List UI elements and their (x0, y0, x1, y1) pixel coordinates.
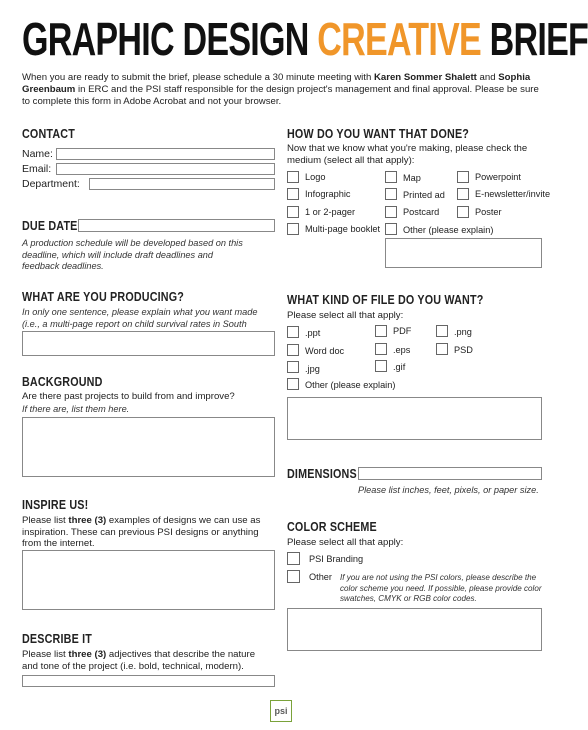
dimensions-note: Please list inches, feet, pixels, or paper size. (358, 485, 539, 495)
file-kind-heading: WHAT KIND OF FILE DO YOU WANT? (287, 293, 484, 307)
color-scheme-heading: COLOR SCHEME (287, 520, 377, 534)
option-map: Map (403, 173, 421, 183)
dimensions-heading: DIMENSIONS (287, 467, 357, 481)
background-question: Are there past projects to build from and improve? (22, 391, 235, 402)
checkbox-e-newsletter[interactable] (457, 188, 469, 200)
option-poster: Poster (475, 207, 502, 217)
psi-logo: psi (270, 700, 292, 722)
color-scheme-note: Please select all that apply: (287, 537, 404, 548)
background-note: If there are, list them here. (22, 404, 130, 414)
due-date-note: A production schedule will be developed based on this deadline, which will include draft deadlines and feedback deadlines. (22, 238, 243, 271)
name-field[interactable] (56, 148, 275, 160)
option-pdf: PDF (393, 326, 412, 336)
checkbox-word-doc[interactable] (287, 344, 299, 356)
color-scheme-field[interactable] (287, 608, 542, 651)
title-accent: CREATIVE (317, 13, 481, 65)
option-multipage-booklet: Multi-page booklet (305, 224, 381, 234)
due-date-heading: DUE DATE (22, 219, 78, 233)
option-other-file: Other (please explain) (305, 380, 396, 390)
producing-heading: WHAT ARE YOU PRODUCING? (22, 290, 185, 304)
option-png: .png (454, 327, 472, 337)
producing-field[interactable] (22, 331, 275, 356)
other-file-field[interactable] (287, 397, 542, 440)
checkbox-ppt[interactable] (287, 326, 299, 338)
checkbox-powerpoint[interactable] (457, 171, 469, 183)
contact-heading: CONTACT (22, 127, 75, 141)
option-word-doc: Word doc (305, 346, 345, 356)
checkbox-other-medium[interactable] (385, 223, 397, 235)
checkbox-eps[interactable] (375, 343, 387, 355)
producing-note: In only one sentence, please explain what you want made (i.e., a multi-page report on child survival rates in South (22, 307, 258, 329)
intro-text: When you are ready to submit the brief, please schedule a 30 minute meeting with Karen Sommer Shalett and Sophia Greenbaum in ERC and the PSI staff responsible for the design project's management and final approval. Please be sure to complete this form in Adobe Acrobat and not your browser. (22, 72, 539, 107)
checkbox-printed-ad[interactable] (385, 188, 397, 200)
option-powerpoint: Powerpoint (475, 172, 521, 182)
checkbox-one-two-pager[interactable] (287, 206, 299, 218)
checkbox-jpg[interactable] (287, 361, 299, 373)
option-jpg: .jpg (305, 364, 320, 374)
option-printed-ad: Printed ad (403, 190, 445, 200)
checkbox-other-file[interactable] (287, 378, 299, 390)
other-medium-field[interactable] (385, 238, 542, 268)
checkbox-logo[interactable] (287, 171, 299, 183)
dimensions-field[interactable] (358, 467, 542, 480)
option-e-newsletter: E-newsletter/invite (475, 189, 551, 199)
option-other-medium: Other (please explain) (403, 225, 494, 235)
email-label: Email: (22, 163, 52, 175)
checkbox-multipage-booklet[interactable] (287, 223, 299, 235)
checkbox-pdf[interactable] (375, 325, 387, 337)
background-field[interactable] (22, 417, 275, 477)
option-gif: .gif (393, 362, 406, 372)
checkbox-other-color[interactable] (287, 570, 300, 583)
option-infographic: Infographic (305, 189, 351, 199)
option-other-color: Other (309, 572, 332, 582)
how-done-note: Now that we know what you're making, please check the medium (select all that apply): (287, 143, 528, 166)
checkbox-gif[interactable] (375, 360, 387, 372)
name-label: Name: (22, 148, 53, 160)
describe-text: Please list three (3) adjectives that describe the nature and tone of the project (i.e. bold, technical, modern). (22, 649, 256, 672)
inspire-heading: INSPIRE US! (22, 498, 89, 512)
due-date-field[interactable] (78, 219, 275, 232)
describe-heading: DESCRIBE IT (22, 632, 92, 646)
option-psi-branding: PSI Branding (309, 554, 364, 564)
option-logo: Logo (305, 172, 326, 182)
option-psd: PSD (454, 345, 473, 355)
page-title: GRAPHIC DESIGN CREATIVE BRIEF (22, 13, 588, 65)
describe-field[interactable] (22, 675, 275, 687)
checkbox-poster[interactable] (457, 206, 469, 218)
inspire-field[interactable] (22, 550, 275, 610)
option-one-two-pager: 1 or 2-pager (305, 207, 356, 217)
department-label: Department: (22, 178, 80, 190)
department-field[interactable] (89, 178, 275, 190)
checkbox-png[interactable] (436, 325, 448, 337)
checkbox-map[interactable] (385, 171, 397, 183)
checkbox-psd[interactable] (436, 343, 448, 355)
background-heading: BACKGROUND (22, 375, 103, 389)
email-field[interactable] (56, 163, 275, 175)
color-other-note: If you are not using the PSI colors, please describe the color scheme you need. If possible, please provide color swatches, CMYK or RGB color codes. (340, 573, 542, 603)
checkbox-psi-branding[interactable] (287, 552, 300, 565)
option-postcard: Postcard (403, 207, 440, 217)
how-done-heading: HOW DO YOU WANT THAT DONE? (287, 127, 470, 141)
file-kind-note: Please select all that apply: (287, 310, 404, 321)
inspire-text: Please list three (3) examples of designs we can use as inspiration. These can previous PSI designs or anything from the internet. (22, 515, 261, 549)
checkbox-infographic[interactable] (287, 188, 299, 200)
option-eps: .eps (393, 345, 411, 355)
checkbox-postcard[interactable] (385, 206, 397, 218)
option-ppt: .ppt (305, 328, 321, 338)
